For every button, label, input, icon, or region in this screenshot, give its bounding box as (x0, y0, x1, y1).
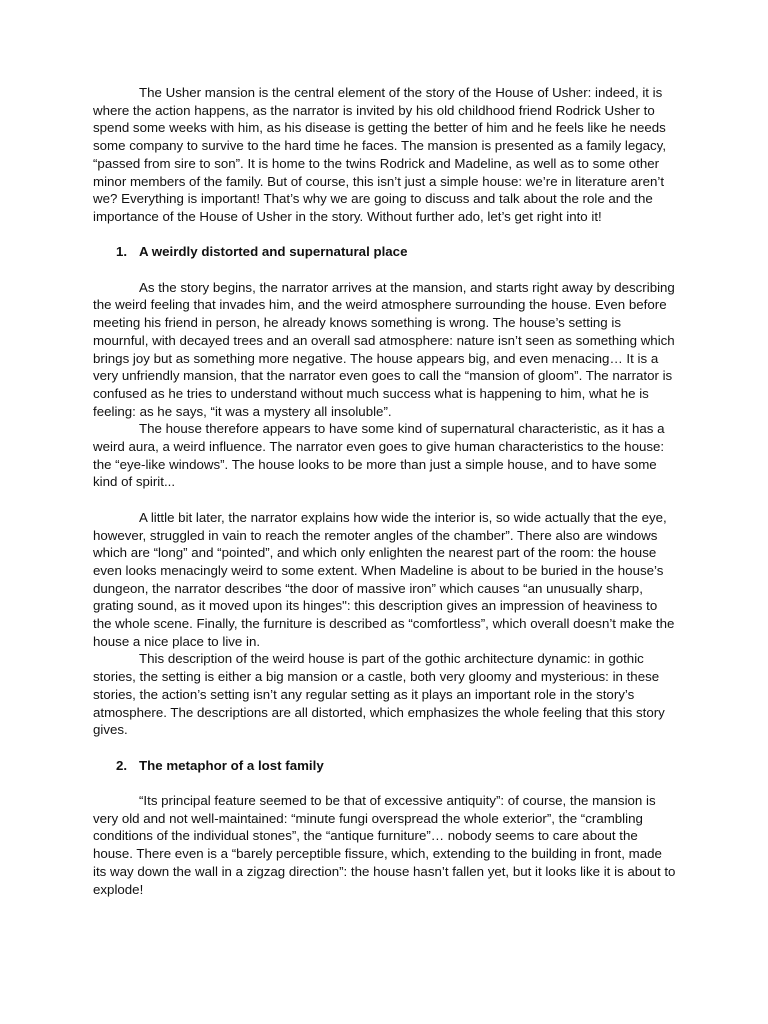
spacer (93, 226, 678, 244)
section-2-number: 2. (116, 757, 128, 773)
intro-paragraph: The Usher mansion is the central element of the story of the House of Usher: indeed, it is where the action happens, as the narrator is invited by his old childhood friend Rodrick Usher to spend some weeks with him, as his disease is getting the better of him and he feels like he needs some company to survive to the hard time he faces. The mansion is presented as a family legacy, “passed from sire to son”. It is home to the twins Rodrick and Madeline, as well as to some other minor members of the family. But of course, this isn’t just a simple house: we’re in literature aren’t we? Everything is important! That’s why we are going to discuss and talk about the role and the importance of the House of Usher in the story. Without further ado, let’s get right into it! (93, 85, 667, 224)
section-1-heading (93, 243, 678, 261)
section-2-title: The metaphor of a lost family (139, 757, 324, 773)
document-page (93, 84, 678, 898)
section-1-paragraph-2: The house therefore appears to have some kind of supernatural characteristic, as it has a weird aura, a weird influence. The narrator even goes to give human characteristics to the house: the “eye-like windows”. The house looks to be more than just a simple house, and to have some kind of spirit... (93, 421, 665, 490)
section-1-title: A weirdly distorted and supernatural place (139, 244, 408, 260)
section-1-paragraph-4: This description of the weird house is part of the gothic architecture dynamic: in gothic stories, the setting is either a big mansion or a castle, both very gloomy and mysterious: in these stories, the action’s setting isn’t any regular setting as it plays an important role in the story’s atmosphere. The descriptions are all distorted, which emphasizes the whole feeling that this story gives. (93, 651, 665, 738)
spacer (93, 491, 678, 509)
spacer (93, 261, 678, 279)
section-2-heading (93, 757, 678, 775)
section-1-paragraph-1: As the story begins, the narrator arrives at the mansion, and starts right away by describing the weird feeling that invades him, and the weird atmosphere surrounding the house. Even before meeting his friend in person, he already knows something is wrong. The house’s setting is mournful, with decayed trees and an overall sad atmosphere: nature isn’t seen as something which brings joy but as something more negative. The house appears big, and even menacing… It is a very unfriendly mansion, that the narrator even goes to call the “mansion of gloom”. The narrator is confused as he tries to understand without much success what is happening to him, what he is feeling: as he says, “it was a mystery all insoluble”. (93, 279, 675, 419)
spacer (93, 774, 678, 792)
spacer (93, 739, 678, 757)
section-1-paragraph-3: A little bit later, the narrator explains how wide the interior is, so wide actually that the eye, however, struggled in vain to reach the remoter angles of the chamber”. There also are windows which are “long” and “pointed”, and which only enlighten the nearest part of the room: the house even looks menacingly weird to some extent. When Madeline is about to be buried in the house’s dungeon, the narrator describes “the door of massive iron” which causes “an unusually sharp, grating sound, as it moved upon its hinges": this description gives an impression of heaviness to the whole scene. Finally, the furniture is described as “comfortless”, which overall doesn’t make the house a nice place to live in. (93, 509, 675, 649)
section-2-paragraph-1: “Its principal feature seemed to be that of excessive antiquity”: of course, the mansion is very old and not well-maintained: “minute fungi overspread the whole exterior”, the “crambling conditions of the individual stones”, the “antique furniture”… nobody seems to care about the house. There even is a “barely perceptible fissure, which, extending to the building in front, made its way down the wall in a zigzag direction”: the house hasn’t fallen yet, but it looks like it is about to explode! (93, 793, 676, 897)
section-1-number: 1. (116, 244, 128, 260)
